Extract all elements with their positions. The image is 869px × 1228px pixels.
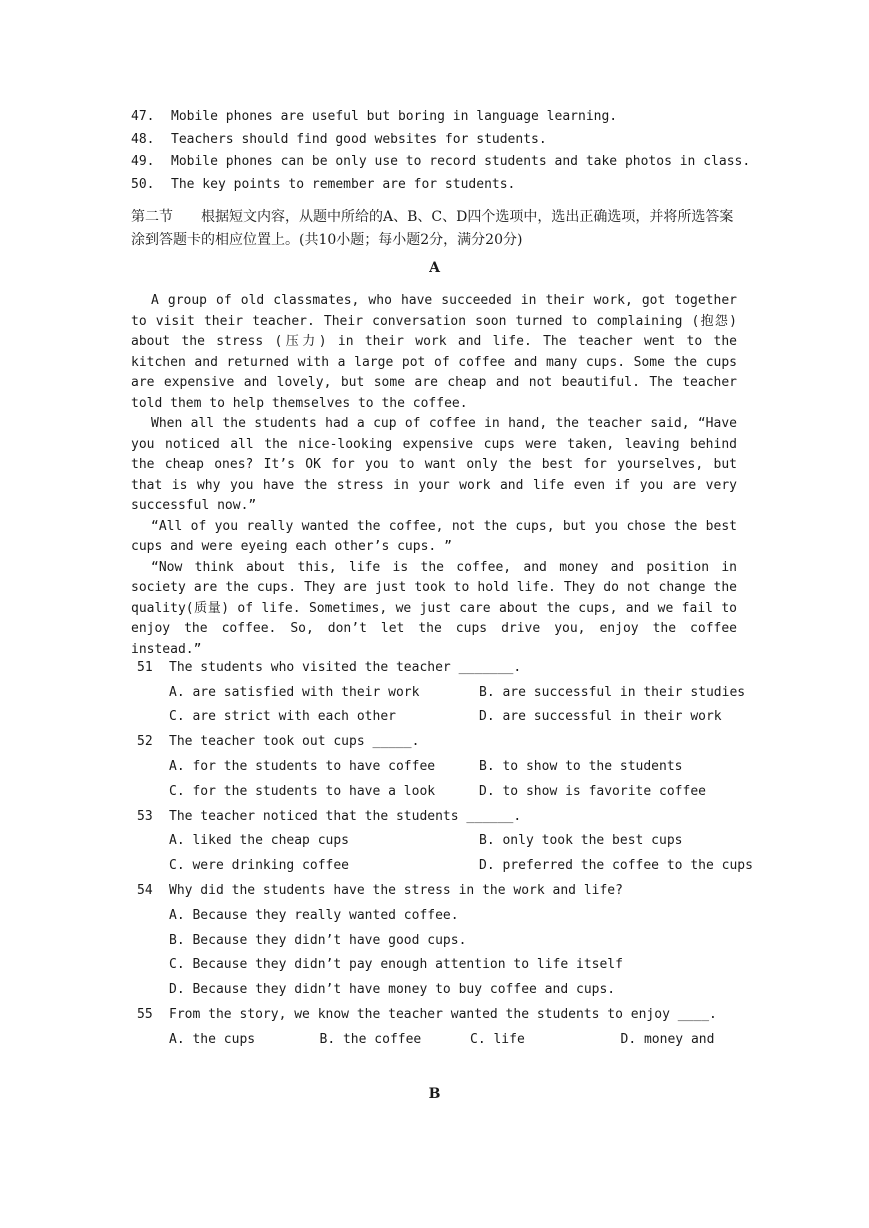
option-b: B. to show to the students xyxy=(479,759,683,775)
option-row xyxy=(131,680,771,705)
option-a: A. Because they really wanted coffee. xyxy=(169,907,459,923)
list-item xyxy=(131,173,771,196)
option-row xyxy=(131,953,771,978)
option-a: A. are satisfied with their work xyxy=(169,684,420,700)
question-stem xyxy=(131,804,771,829)
item-number: 50. xyxy=(131,176,155,192)
option-c: C. are strict with each other xyxy=(169,709,396,725)
option-b: B. only took the best cups xyxy=(479,833,683,849)
question-text: From the story, we know the teacher wanted the students to enjoy ____. xyxy=(169,1007,717,1023)
option-d: D. Because they didn’t have money to buy coffee and cups. xyxy=(169,982,616,998)
passage-paragraph: A group of old classmates, who have succeeded in their work, got together to visit their teacher. Their conversation soon turned to complaining (抱怨) about the stress (压力) in their work and life. The teacher went to the kitchen and returned with a large pot of coffee and many cups. Some the cups are expensive and lovely, but some are cheap and not beautiful. The teacher told them to help themselves to the coffee. xyxy=(131,293,737,411)
question-list xyxy=(131,655,771,1052)
option-row xyxy=(131,779,771,804)
option-d: D. are successful in their work xyxy=(479,709,722,725)
option-row xyxy=(131,754,771,779)
option-row xyxy=(131,977,771,1002)
list-item xyxy=(131,150,771,173)
item-number: 49. xyxy=(131,154,155,170)
item-text: Teachers should find good websites for students. xyxy=(171,131,547,147)
section-heading: 第二节 根据短文内容，从题中所给的A、B、C、D四个选项中，选出正确选项，并将所选答案涂到答题卡的相应位置上。(共10小题；每小题2分，满分20分) xyxy=(131,209,734,248)
option-d: D. money and xyxy=(620,1031,715,1047)
list-item xyxy=(131,128,771,151)
item-text: The key points to remember are for students. xyxy=(171,176,516,192)
option-row xyxy=(131,705,771,730)
question-number: 53 xyxy=(137,808,153,824)
option-d: D. to show is favorite coffee xyxy=(479,783,706,799)
option-c: C. for the students to have a look xyxy=(169,783,436,799)
option-c: C. Because they didn’t pay enough attention to life itself xyxy=(169,957,623,973)
question-text: The students who visited the teacher _______. xyxy=(169,659,522,675)
passage-b-label: B xyxy=(428,1086,441,1102)
option-a: A. the cups xyxy=(169,1031,256,1047)
question-number: 51 xyxy=(137,659,153,675)
list-item xyxy=(131,105,771,128)
question-text: Why did the students have the stress in the work and life? xyxy=(169,883,623,899)
option-row xyxy=(131,928,771,953)
question-number: 55 xyxy=(137,1007,153,1023)
option-b: B. the coffee xyxy=(319,1031,422,1047)
question-text: The teacher noticed that the students ______. xyxy=(169,808,522,824)
question-stem xyxy=(131,878,771,903)
option-row xyxy=(131,853,771,878)
option-a: A. liked the cheap cups xyxy=(169,833,350,849)
question-number: 54 xyxy=(137,883,153,899)
option-a: A. for the students to have coffee xyxy=(169,759,436,775)
passage-a-label: A xyxy=(429,260,440,276)
passage-paragraph: “Now think about this, life is the coffee, and money and position in society are the cups. They are just took to hold life. They do not change the quality(质量) of life. Sometimes, we just care about the cups, and we fail to enjoy the coffee. So, don’t let the cups drive you, enjoy the coffee instead.” xyxy=(131,559,737,657)
option-c: C. life xyxy=(470,1031,525,1047)
passage-a xyxy=(131,291,737,660)
option-c: C. were drinking coffee xyxy=(169,858,350,874)
question-stem xyxy=(131,1002,771,1027)
question-text: The teacher took out cups _____. xyxy=(169,734,420,750)
question-stem xyxy=(131,655,771,680)
option-row xyxy=(131,1027,771,1052)
option-b: B. Because they didn’t have good cups. xyxy=(169,932,467,948)
passage-paragraph: When all the students had a cup of coffee in hand, the teacher said, “Have you noticed all the nice-looking expensive cups were taken, leaving behind the cheap ones? It’s OK for you to want only the best for yourselves, but that is why you have the stress in your work and life even if you are very successful now.” xyxy=(131,416,737,513)
true-false-list xyxy=(131,105,771,196)
item-text: Mobile phones can be only use to record students and take photos in class. xyxy=(171,154,751,170)
option-b: B. are successful in their studies xyxy=(479,684,746,700)
item-text: Mobile phones are useful but boring in language learning. xyxy=(171,108,618,124)
question-number: 52 xyxy=(137,734,153,750)
passage-paragraph: “All of you really wanted the coffee, not the cups, but you chose the best cups and were eyeing each other’s cups. ” xyxy=(131,518,737,554)
item-number: 48. xyxy=(131,131,155,147)
item-number: 47. xyxy=(131,108,155,124)
option-row xyxy=(131,829,771,854)
option-row xyxy=(131,903,771,928)
option-d: D. preferred the coffee to the cups xyxy=(479,858,753,874)
question-stem xyxy=(131,729,771,754)
